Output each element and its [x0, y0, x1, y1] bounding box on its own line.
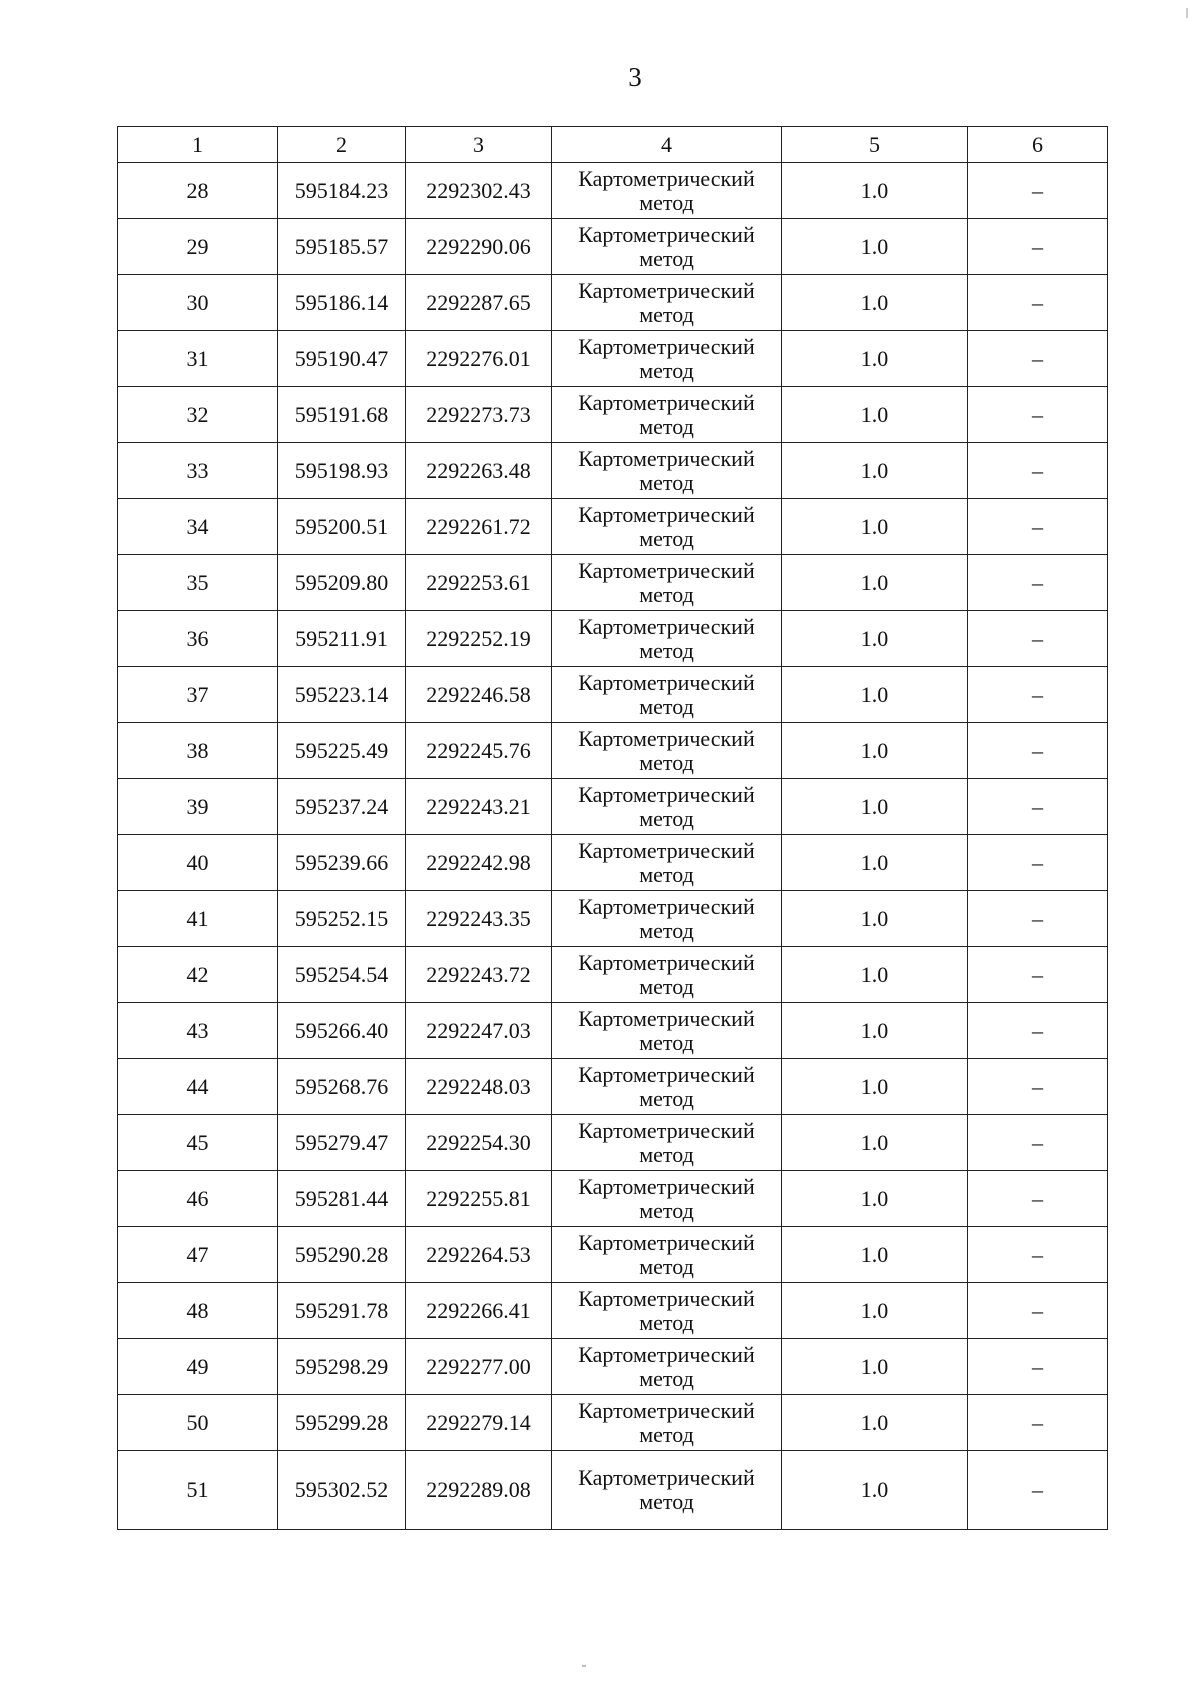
y-coordinate-cell: 2292243.72	[406, 947, 552, 1003]
table-row	[118, 219, 1108, 275]
note-cell: –	[968, 611, 1108, 667]
point-number-cell: 43	[118, 1003, 278, 1059]
method-line-1: Картометрический	[578, 893, 755, 919]
method-line-2: метод	[639, 1141, 694, 1167]
table-row	[118, 1115, 1108, 1171]
method-cell	[552, 555, 782, 611]
note-cell: –	[968, 275, 1108, 331]
point-number-cell: 49	[118, 1339, 278, 1395]
method-line-2: метод	[639, 245, 694, 271]
x-coordinate-cell: 595190.47	[278, 331, 406, 387]
method-cell	[552, 947, 782, 1003]
y-coordinate-cell: 2292287.65	[406, 275, 552, 331]
method-line-1: Картометрический	[578, 165, 755, 191]
table-row	[118, 1059, 1108, 1115]
method-cell	[552, 275, 782, 331]
accuracy-cell: 1.0	[782, 1283, 968, 1339]
y-coordinate-cell: 2292263.48	[406, 443, 552, 499]
accuracy-cell: 1.0	[782, 555, 968, 611]
note-cell: –	[968, 1227, 1108, 1283]
table-row	[118, 1003, 1108, 1059]
y-coordinate-cell: 2292261.72	[406, 499, 552, 555]
x-coordinate-cell: 595298.29	[278, 1339, 406, 1395]
method-cell	[552, 331, 782, 387]
note-cell: –	[968, 219, 1108, 275]
note-cell: –	[968, 723, 1108, 779]
accuracy-cell: 1.0	[782, 1003, 968, 1059]
y-coordinate-cell: 2292276.01	[406, 331, 552, 387]
table-row	[118, 779, 1108, 835]
point-number-cell: 45	[118, 1115, 278, 1171]
accuracy-cell: 1.0	[782, 1115, 968, 1171]
note-cell: –	[968, 779, 1108, 835]
y-coordinate-cell: 2292273.73	[406, 387, 552, 443]
table-row	[118, 1451, 1108, 1530]
x-coordinate-cell: 595279.47	[278, 1115, 406, 1171]
scan-mark	[582, 1665, 586, 1667]
method-line-2: метод	[639, 357, 694, 383]
method-line-1: Картометрический	[578, 669, 755, 695]
method-line-2: метод	[639, 1421, 694, 1447]
note-cell: –	[968, 387, 1108, 443]
note-cell: –	[968, 1395, 1108, 1451]
method-line-1: Картометрический	[578, 1061, 755, 1087]
method-line-2: метод	[639, 1253, 694, 1279]
x-coordinate-cell: 595290.28	[278, 1227, 406, 1283]
accuracy-cell: 1.0	[782, 835, 968, 891]
table-row	[118, 835, 1108, 891]
table-row	[118, 723, 1108, 779]
table-row	[118, 1283, 1108, 1339]
method-line-2: метод	[639, 861, 694, 887]
method-cell	[552, 387, 782, 443]
point-number-cell: 37	[118, 667, 278, 723]
note-cell: –	[968, 163, 1108, 219]
method-line-2: метод	[639, 693, 694, 719]
method-line-1: Картометрический	[578, 837, 755, 863]
accuracy-cell: 1.0	[782, 1451, 968, 1530]
x-coordinate-cell: 595186.14	[278, 275, 406, 331]
x-coordinate-cell: 595211.91	[278, 611, 406, 667]
point-number-cell: 46	[118, 1171, 278, 1227]
point-number-cell: 50	[118, 1395, 278, 1451]
table-row	[118, 1395, 1108, 1451]
method-line-2: метод	[639, 581, 694, 607]
method-line-1: Картометрический	[578, 1465, 755, 1490]
y-coordinate-cell: 2292253.61	[406, 555, 552, 611]
point-number-cell: 28	[118, 163, 278, 219]
method-cell	[552, 1227, 782, 1283]
y-coordinate-cell: 2292243.35	[406, 891, 552, 947]
method-line-1: Картометрический	[578, 389, 755, 415]
point-number-cell: 44	[118, 1059, 278, 1115]
method-line-2: метод	[639, 301, 694, 327]
coordinates-table	[117, 126, 1108, 1530]
column-header-1: 1	[118, 127, 278, 163]
method-line-2: метод	[639, 1309, 694, 1335]
method-cell	[552, 499, 782, 555]
method-cell	[552, 219, 782, 275]
method-line-2: метод	[639, 637, 694, 663]
x-coordinate-cell: 595184.23	[278, 163, 406, 219]
x-coordinate-cell: 595209.80	[278, 555, 406, 611]
accuracy-cell: 1.0	[782, 443, 968, 499]
note-cell: –	[968, 891, 1108, 947]
point-number-cell: 41	[118, 891, 278, 947]
note-cell: –	[968, 947, 1108, 1003]
point-number-cell: 32	[118, 387, 278, 443]
accuracy-cell: 1.0	[782, 779, 968, 835]
accuracy-cell: 1.0	[782, 723, 968, 779]
table-row	[118, 1339, 1108, 1395]
x-coordinate-cell: 595225.49	[278, 723, 406, 779]
method-line-2: метод	[639, 189, 694, 215]
accuracy-cell: 1.0	[782, 947, 968, 1003]
x-coordinate-cell: 595239.66	[278, 835, 406, 891]
method-line-1: Картометрический	[578, 1117, 755, 1143]
column-header-2: 2	[278, 127, 406, 163]
point-number-cell: 33	[118, 443, 278, 499]
point-number-cell: 48	[118, 1283, 278, 1339]
accuracy-cell: 1.0	[782, 499, 968, 555]
note-cell: –	[968, 667, 1108, 723]
table-row	[118, 163, 1108, 219]
x-coordinate-cell: 595266.40	[278, 1003, 406, 1059]
method-line-2: метод	[639, 469, 694, 495]
accuracy-cell: 1.0	[782, 1395, 968, 1451]
y-coordinate-cell: 2292264.53	[406, 1227, 552, 1283]
method-cell	[552, 835, 782, 891]
column-header-5: 5	[782, 127, 968, 163]
method-cell	[552, 1395, 782, 1451]
method-line-1: Картометрический	[578, 1397, 755, 1423]
x-coordinate-cell: 595198.93	[278, 443, 406, 499]
method-cell	[552, 1451, 782, 1530]
point-number-cell: 38	[118, 723, 278, 779]
method-cell	[552, 1171, 782, 1227]
method-line-2: метод	[639, 973, 694, 999]
note-cell: –	[968, 331, 1108, 387]
method-line-2: метод	[639, 1197, 694, 1223]
accuracy-cell: 1.0	[782, 667, 968, 723]
method-cell	[552, 443, 782, 499]
table-row	[118, 1227, 1108, 1283]
method-line-2: метод	[639, 1029, 694, 1055]
x-coordinate-cell: 595268.76	[278, 1059, 406, 1115]
point-number-cell: 42	[118, 947, 278, 1003]
y-coordinate-cell: 2292289.08	[406, 1451, 552, 1530]
method-cell	[552, 667, 782, 723]
method-cell	[552, 1339, 782, 1395]
table-row	[118, 499, 1108, 555]
note-cell: –	[968, 1059, 1108, 1115]
note-cell: –	[968, 1003, 1108, 1059]
accuracy-cell: 1.0	[782, 1171, 968, 1227]
point-number-cell: 31	[118, 331, 278, 387]
point-number-cell: 29	[118, 219, 278, 275]
table-row	[118, 667, 1108, 723]
table-header	[118, 127, 1108, 163]
y-coordinate-cell: 2292242.98	[406, 835, 552, 891]
method-line-1: Картометрический	[578, 1229, 755, 1255]
method-cell	[552, 1283, 782, 1339]
method-line-2: метод	[639, 805, 694, 831]
point-number-cell: 47	[118, 1227, 278, 1283]
accuracy-cell: 1.0	[782, 1227, 968, 1283]
method-line-1: Картометрический	[578, 613, 755, 639]
method-line-1: Картометрический	[578, 1285, 755, 1311]
y-coordinate-cell: 2292277.00	[406, 1339, 552, 1395]
y-coordinate-cell: 2292279.14	[406, 1395, 552, 1451]
accuracy-cell: 1.0	[782, 163, 968, 219]
x-coordinate-cell: 595237.24	[278, 779, 406, 835]
y-coordinate-cell: 2292254.30	[406, 1115, 552, 1171]
x-coordinate-cell: 595191.68	[278, 387, 406, 443]
accuracy-cell: 1.0	[782, 1059, 968, 1115]
method-line-1: Картометрический	[578, 333, 755, 359]
table-row	[118, 443, 1108, 499]
header-row	[118, 127, 1108, 163]
point-number-cell: 39	[118, 779, 278, 835]
note-cell: –	[968, 555, 1108, 611]
page-number: 3	[628, 62, 642, 92]
method-cell	[552, 163, 782, 219]
x-coordinate-cell: 595299.28	[278, 1395, 406, 1451]
table-row	[118, 891, 1108, 947]
method-line-1: Картометрический	[578, 221, 755, 247]
y-coordinate-cell: 2292245.76	[406, 723, 552, 779]
table-row	[118, 1171, 1108, 1227]
method-line-2: метод	[639, 1365, 694, 1391]
note-cell: –	[968, 1115, 1108, 1171]
method-line-1: Картометрический	[578, 501, 755, 527]
table-body	[118, 163, 1108, 1530]
note-cell: –	[968, 443, 1108, 499]
accuracy-cell: 1.0	[782, 387, 968, 443]
method-line-2: метод	[639, 1085, 694, 1111]
accuracy-cell: 1.0	[782, 331, 968, 387]
method-cell	[552, 723, 782, 779]
x-coordinate-cell: 595254.54	[278, 947, 406, 1003]
method-line-1: Картометрический	[578, 1341, 755, 1367]
method-line-1: Картометрический	[578, 1173, 755, 1199]
note-cell: –	[968, 1171, 1108, 1227]
method-line-2: метод	[639, 749, 694, 775]
method-cell	[552, 1115, 782, 1171]
y-coordinate-cell: 2292266.41	[406, 1283, 552, 1339]
method-line-2: метод	[639, 525, 694, 551]
point-number-cell: 30	[118, 275, 278, 331]
table-row	[118, 555, 1108, 611]
method-line-1: Картометрический	[578, 725, 755, 751]
y-coordinate-cell: 2292243.21	[406, 779, 552, 835]
point-number-cell: 36	[118, 611, 278, 667]
method-cell	[552, 611, 782, 667]
point-number-cell: 40	[118, 835, 278, 891]
method-cell	[552, 779, 782, 835]
method-line-2: метод	[639, 413, 694, 439]
column-header-4: 4	[552, 127, 782, 163]
x-coordinate-cell: 595200.51	[278, 499, 406, 555]
note-cell: –	[968, 1339, 1108, 1395]
point-number-cell: 51	[118, 1451, 278, 1530]
x-coordinate-cell: 595281.44	[278, 1171, 406, 1227]
method-cell	[552, 1003, 782, 1059]
y-coordinate-cell: 2292247.03	[406, 1003, 552, 1059]
table-row	[118, 611, 1108, 667]
method-cell	[552, 891, 782, 947]
note-cell: –	[968, 1283, 1108, 1339]
scan-mark	[1186, 8, 1188, 18]
table-row	[118, 947, 1108, 1003]
note-cell: –	[968, 1451, 1108, 1530]
column-header-6: 6	[968, 127, 1108, 163]
table-row	[118, 275, 1108, 331]
method-line-1: Картометрический	[578, 277, 755, 303]
x-coordinate-cell: 595302.52	[278, 1451, 406, 1530]
table-row	[118, 331, 1108, 387]
y-coordinate-cell: 2292248.03	[406, 1059, 552, 1115]
x-coordinate-cell: 595185.57	[278, 219, 406, 275]
note-cell: –	[968, 499, 1108, 555]
method-line-1: Картометрический	[578, 781, 755, 807]
method-line-1: Картометрический	[578, 445, 755, 471]
y-coordinate-cell: 2292246.58	[406, 667, 552, 723]
accuracy-cell: 1.0	[782, 1339, 968, 1395]
y-coordinate-cell: 2292290.06	[406, 219, 552, 275]
table-row	[118, 387, 1108, 443]
x-coordinate-cell: 595291.78	[278, 1283, 406, 1339]
method-line-1: Картометрический	[578, 1005, 755, 1031]
accuracy-cell: 1.0	[782, 219, 968, 275]
y-coordinate-cell: 2292302.43	[406, 163, 552, 219]
method-cell	[552, 1059, 782, 1115]
accuracy-cell: 1.0	[782, 275, 968, 331]
column-header-3: 3	[406, 127, 552, 163]
note-cell: –	[968, 835, 1108, 891]
point-number-cell: 34	[118, 499, 278, 555]
method-line-2: метод	[639, 917, 694, 943]
x-coordinate-cell: 595223.14	[278, 667, 406, 723]
x-coordinate-cell: 595252.15	[278, 891, 406, 947]
method-line-1: Картометрический	[578, 949, 755, 975]
accuracy-cell: 1.0	[782, 611, 968, 667]
accuracy-cell: 1.0	[782, 891, 968, 947]
point-number-cell: 35	[118, 555, 278, 611]
method-line-1: Картометрический	[578, 557, 755, 583]
method-line-2: метод	[639, 1489, 694, 1514]
y-coordinate-cell: 2292252.19	[406, 611, 552, 667]
y-coordinate-cell: 2292255.81	[406, 1171, 552, 1227]
